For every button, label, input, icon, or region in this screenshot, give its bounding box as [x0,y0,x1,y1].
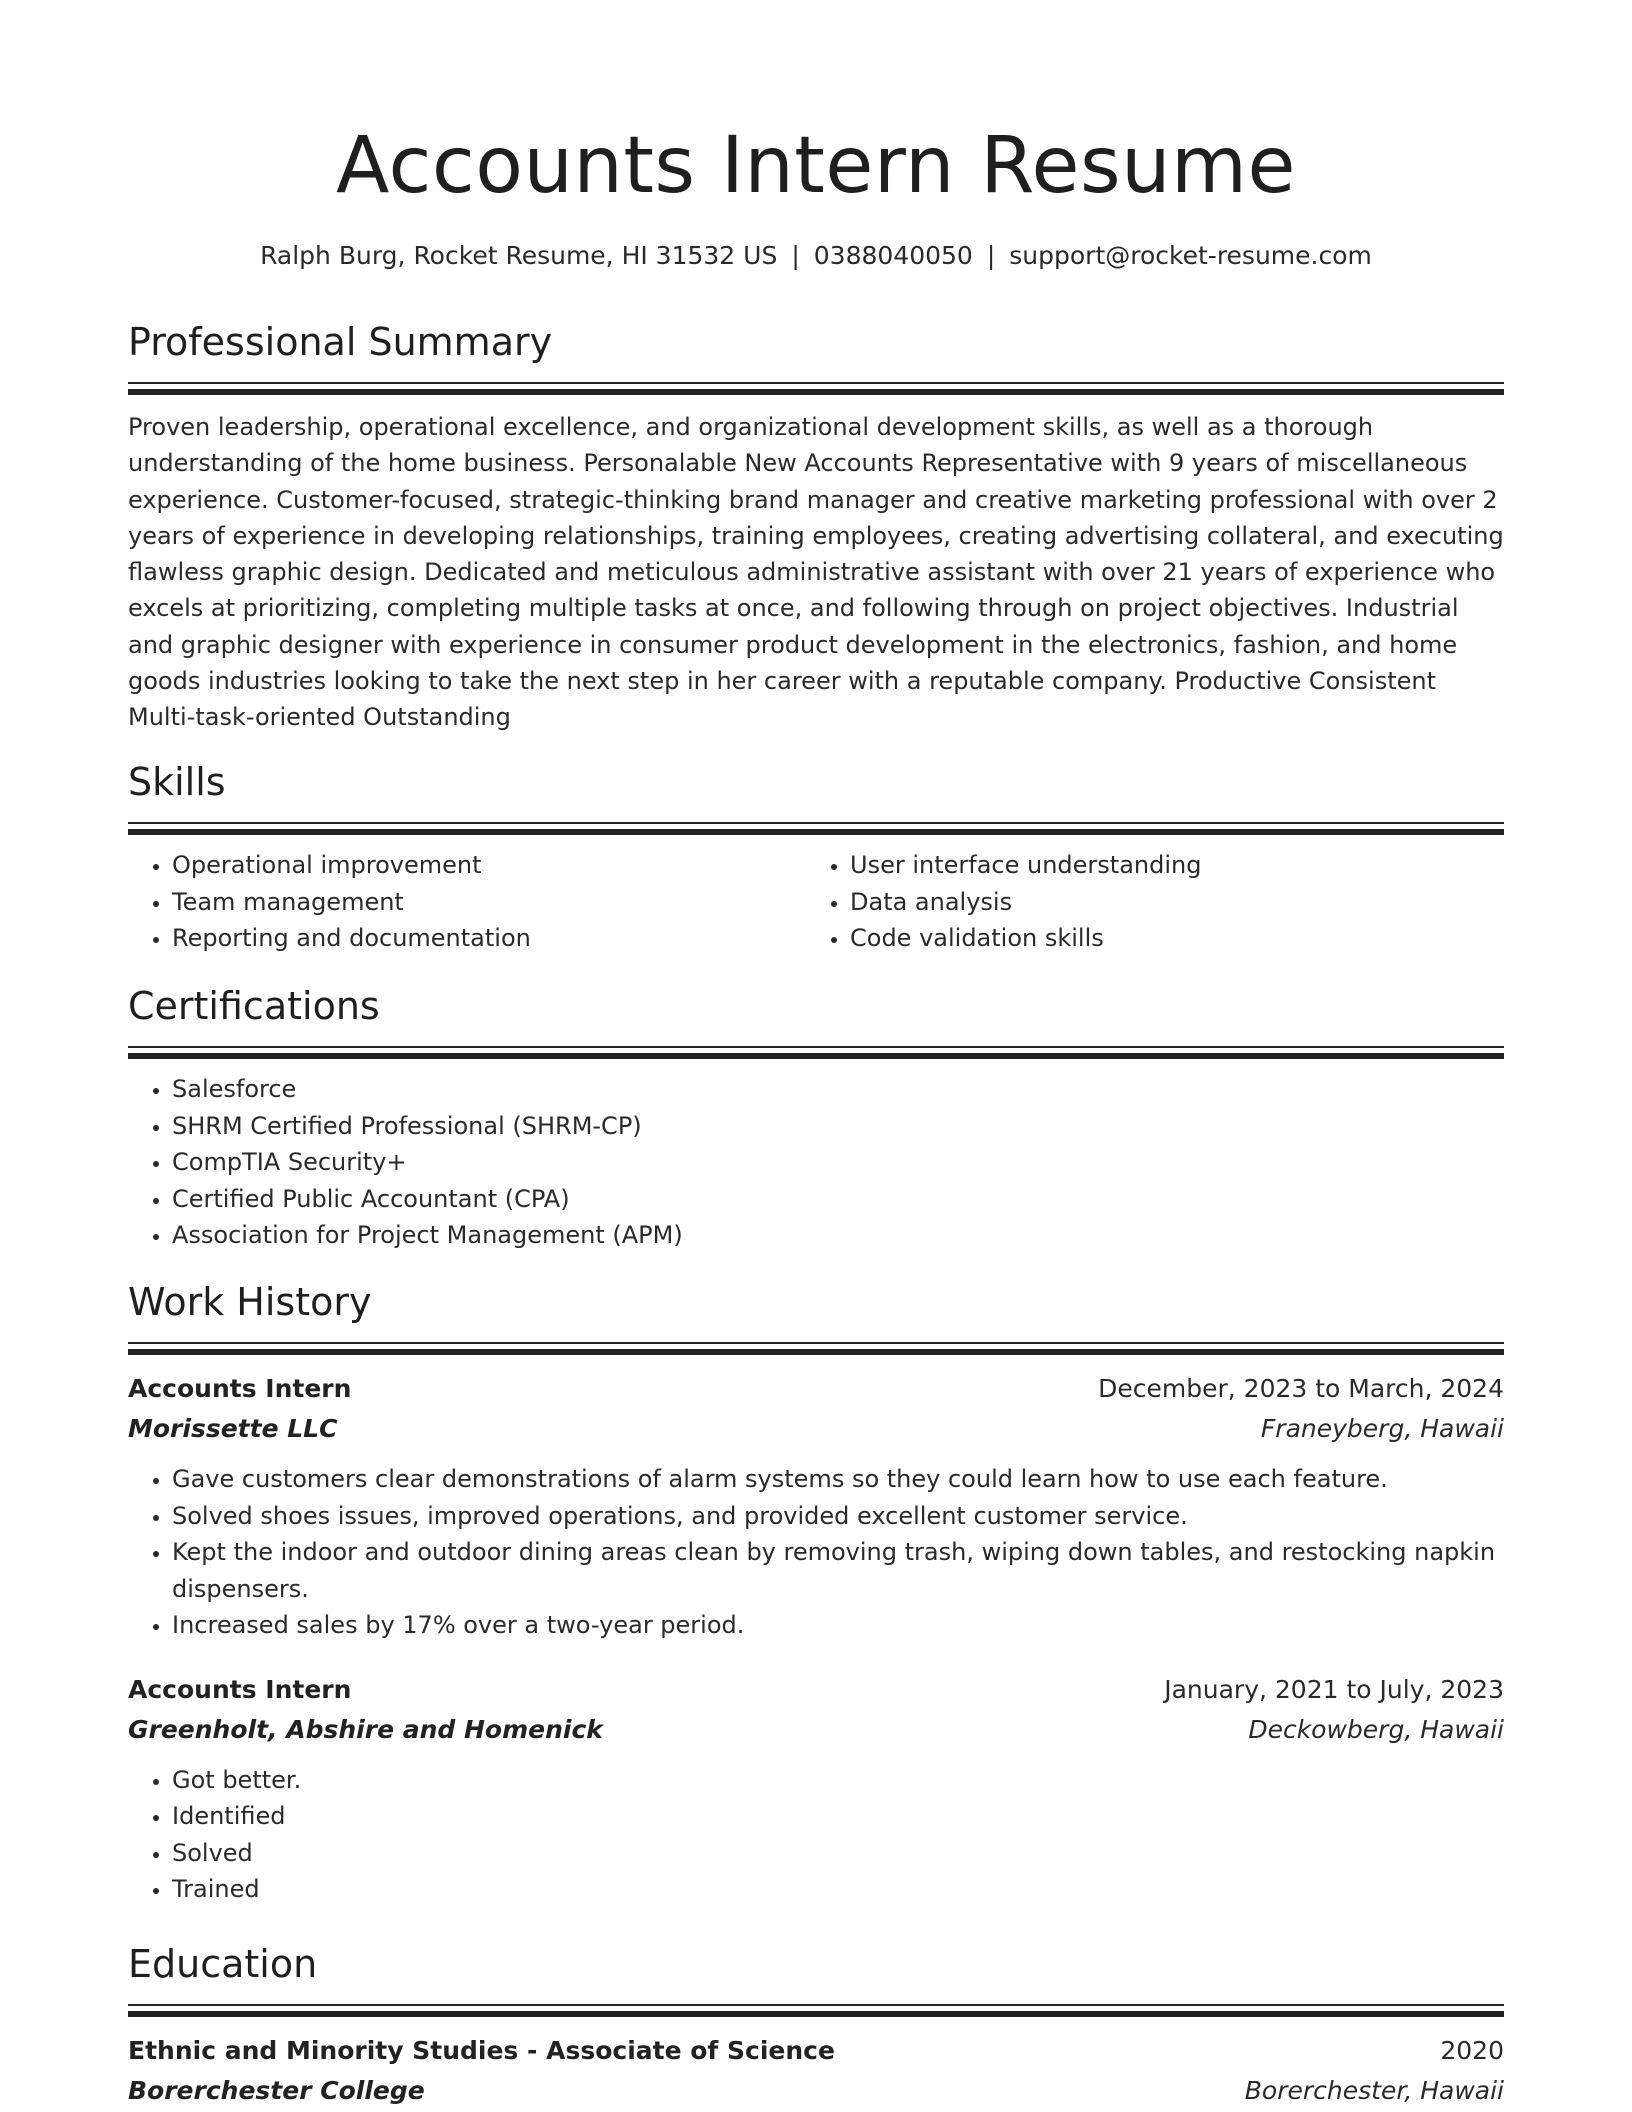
certifications-list [128,1071,1504,1254]
contact-email: support@rocket-resume.com [1009,241,1372,270]
section-heading: Professional Summary [128,320,553,364]
section-rule-thick [128,1349,1504,1355]
section-rule [128,382,1504,384]
certification-item: • Certified Public Accountant (CPA) [172,1181,1504,1218]
summary-section [128,318,1504,736]
job-duty: • Increased sales by 17% over a two-year period. [172,1607,1504,1644]
summary-text: Proven leadership, operational excellence, and organizational development skills, as well as a thorough understanding of the home business. Personalable New Accounts Representative with 9 years of miscellaneous experience. Customer-focused, strategic-thinking brand manager and creative marketing professional with over 2 years of experience in developing relationships, training employees, creating advertising collateral, and executing flawless graphic design. Dedicated and meticulous administrative assistant with over 21 years of experience who excels at prioritizing, completing multiple tasks at once, and following through on project objectives. Industrial and graphic designer with experience in consumer product development in the electronics, fashion, and home goods industries looking to take the next step in her career with a reputable company. Productive Consistent Multi-task-oriented Outstanding [128,413,1504,732]
job-duties-list [128,1762,1504,1908]
job-location: Deckowberg, Hawaii [1248,1714,1504,1744]
section-heading: Work History [128,1280,372,1324]
job-entry [128,1369,1504,1644]
education-header-row [128,2031,1504,2071]
section-rule [128,1046,1504,1048]
job-company: Morissette LLC [128,1414,338,1443]
job-duty: • Kept the indoor and outdoor dining areas clean by removing trash, wiping down tables, and restocking napkin dispensers. [172,1534,1504,1607]
education-school: Borerchester College [128,2076,425,2105]
certifications-section [128,982,1504,1254]
contact-phone: 0388040050 [813,241,973,270]
certification-item: • Salesforce [172,1071,1504,1108]
section-rule-thick [128,389,1504,395]
section-rule [128,2004,1504,2006]
skills-list-left [128,847,806,957]
job-dates: January, 2021 to July, 2023 [1164,1674,1504,1704]
job-duty: • Gave customers clear demonstrations of alarm systems so they could learn how to use each feature. [172,1461,1504,1498]
skill-item: • Reporting and documentation [172,920,806,957]
contact-address: Ralph Burg, Rocket Resume, HI 31532 US [260,241,778,270]
job-duty: • Solved shoes issues, improved operations, and provided excellent customer service. [172,1498,1504,1535]
job-duty: • Trained [172,1871,1504,1908]
certification-item: • CompTIA Security+ [172,1144,1504,1181]
contact-line [128,238,1504,274]
job-header-row [128,1670,1504,1710]
education-school-row [128,2071,1504,2111]
education-year: 2020 [1440,2036,1504,2065]
skill-item: • Team management [172,884,806,921]
job-header-row [128,1369,1504,1409]
job-duty: • Got better. [172,1762,1504,1799]
job-dates: December, 2023 to March, 2024 [1098,1374,1504,1403]
contact-separator: | [791,241,800,270]
section-heading: Certifications [128,984,380,1028]
section-rule [128,822,1504,824]
skill-item: • Operational improvement [172,847,806,884]
job-duties-list [128,1461,1504,1644]
job-location: Franeyberg, Hawaii [1260,1414,1504,1443]
contact-separator: | [986,241,996,270]
section-rule [128,1342,1504,1344]
skill-item: • User interface understanding [850,847,1484,884]
education-degree: Ethnic and Minority Studies - Associate of Science [128,2036,835,2065]
job-title: Accounts Intern [128,1374,352,1403]
skill-item: • Code validation skills [850,920,1484,957]
education-entry [128,2031,1504,2111]
job-duty: • Solved [172,1835,1504,1872]
certification-item: • SHRM Certified Professional (SHRM-CP) [172,1108,1504,1145]
job-entry [128,1670,1504,1908]
skills-list-right [806,847,1484,957]
section-rule-thick [128,1053,1504,1059]
work-history-section [128,1278,1504,1908]
job-company: Greenholt, Abshire and Homenick [128,1714,603,1744]
skills-section [128,758,1504,957]
skill-item: • Data analysis [850,884,1484,921]
job-company-row [128,1710,1504,1750]
resume-title: Accounts Intern Resume [335,121,1297,211]
job-company-row [128,1409,1504,1449]
job-title: Accounts Intern [128,1674,352,1704]
section-rule-thick [128,2011,1504,2017]
education-location: Borerchester, Hawaii [1244,2076,1504,2105]
section-heading: Education [128,1942,318,1986]
certification-item: • Association for Project Management (APM) [172,1217,1504,1254]
skills-columns [128,835,1504,957]
job-duty: • Identified [172,1798,1504,1835]
section-heading: Skills [128,760,226,804]
education-section [128,1940,1504,2111]
